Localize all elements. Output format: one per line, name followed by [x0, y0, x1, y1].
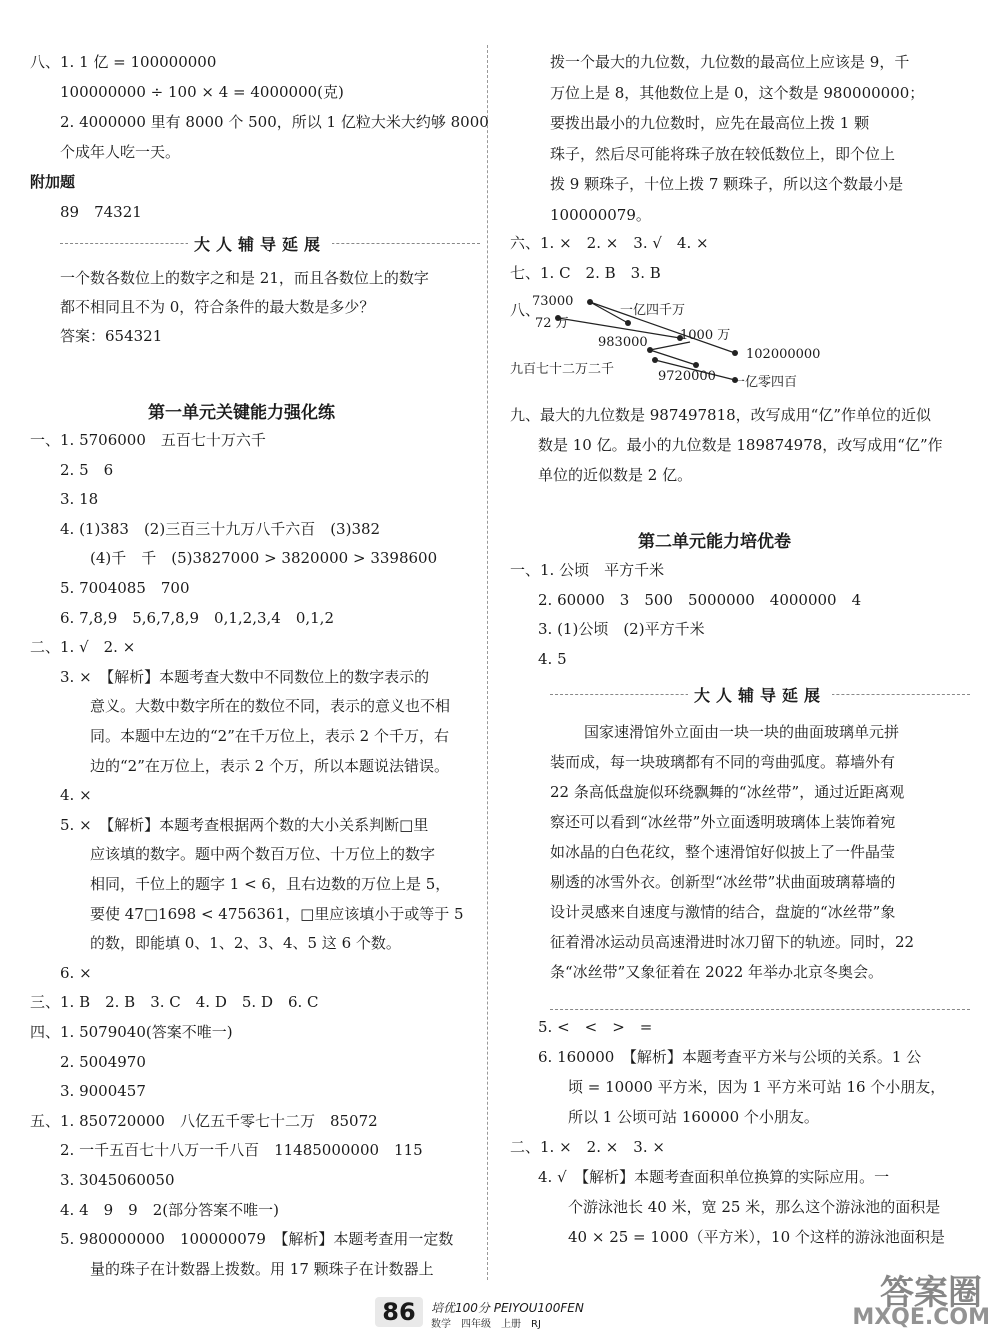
match-73000: 73000: [532, 294, 574, 309]
match-972: 九百七十二万二千: [510, 362, 615, 377]
node-73000-dot: [587, 299, 593, 305]
u1-line-28: 量的珠子在计数器上拨数。用 17 颗珠子在计数器上: [90, 1259, 434, 1278]
u1-line-13: 5. × 【解析】本题考查根据两个数的大小关系判断□里: [60, 815, 429, 834]
node-983000-dot: [647, 347, 653, 353]
u1-line-21: 2. 5004970: [60, 1052, 146, 1071]
match-yiyi-lingsibai: 一亿零四百: [732, 375, 798, 390]
u2b-line-7: 40 × 25 = 1000（平方米），10 个这样的游泳池面积是: [568, 1228, 945, 1246]
u2-line-2: 3. (1)公顷 (2)平方千米: [538, 620, 705, 638]
b2-line-0: 国家速滑馆外立面由一块一块的曲面玻璃单元拼: [584, 723, 900, 741]
page-footer: [375, 1297, 655, 1333]
bonus-heading: 附加题: [30, 173, 76, 191]
u1-line-4: (4)千 千 (5)3827000 > 3820000 > 3398600: [90, 549, 438, 568]
rtop-line-1: 万位上是 8，其他数位上是 0，这个数是 980000000；: [550, 83, 925, 102]
node-972-dot: [652, 357, 658, 363]
u1-line-15: 相同，千位上的题字 1 < 6，且右边数的万位上是 5，: [90, 875, 451, 893]
u1-line-19: 三、1. B 2. B 3. C 4. D 5. D 6. C: [30, 993, 319, 1012]
q9-line-0: 九、最大的九位数是 987497818，改写成用“亿”作单位的近似: [510, 406, 931, 424]
unit1-title: 第一单元关键能力强化练: [148, 403, 335, 423]
u1-line-17: 的数，即能填 0、1、2、3、4、5 这 6 个数。: [90, 934, 401, 953]
banner1-answer: 答案：654321: [60, 327, 163, 345]
u1-line-5: 5. 7004085 700: [60, 579, 190, 597]
u2-line-1: 2. 60000 3 500 5000000 4000000 4: [538, 590, 862, 609]
u2b-line-2: 顷 = 10000 平方米，因为 1 平方米可站 16 个小朋友，: [568, 1078, 946, 1096]
node-102-dot: [732, 350, 738, 356]
u1-line-27: 5. 980000000 100000079 【解析】本题考查用一定数: [60, 1230, 454, 1249]
match-983000: 983000: [598, 335, 648, 350]
b2-line-3: 察还可以看到“冰丝带”外立面透明玻璃体上装饰着宛: [550, 813, 896, 831]
rtop-line-3: 珠子，然后尽可能将珠子放在较低数位上，即个位上: [550, 144, 896, 163]
rtop-line-2: 要拨出最小的九位数时，应先在最高位上拨 1 颗: [550, 114, 870, 132]
banner-parent-guide-1: 大人辅导延展: [60, 232, 480, 256]
q8-label: 八、: [510, 301, 541, 319]
watermark-url: MXQE.COM: [852, 1305, 990, 1330]
u2-line-3: 4. 5: [538, 649, 567, 668]
match-72wan: 72 万: [535, 316, 569, 331]
b2-line-7: 征着滑冰运动员高速滑进时冰刀留下的轨迹。同时，22: [550, 933, 915, 951]
brand-logo-text: 培优100分 PEIYOU100FEN: [431, 1301, 584, 1315]
u1-line-2: 3. 18: [60, 490, 99, 509]
match-102000000: 102000000: [746, 347, 821, 362]
q8-line2: 100000000 ÷ 100 × 4 = 4000000(克): [60, 83, 344, 101]
match-1000wan: 1000 万: [680, 328, 731, 343]
u2b-line-4: 二、1. × 2. × 3. ×: [510, 1138, 665, 1156]
b2-line-6: 设计灵感来自速度与激情的结合，盘旋的“冰丝带”象: [550, 903, 896, 921]
q9-line-2: 单位的近似数是 2 亿。: [538, 466, 693, 484]
q6-answers: 六、1. × 2. × 3. √ 4. ×: [510, 234, 709, 252]
u1-line-0: 一、1. 5706000 五百七十万六千: [30, 431, 266, 449]
u2b-line-1: 6. 160000 【解析】本题考查平方米与公顷的关系。1 公: [538, 1048, 922, 1066]
match-yiyi-siqian: 一亿四千万: [620, 303, 686, 318]
u2b-line-3: 所以 1 公顷可站 160000 个小朋友。: [568, 1108, 819, 1126]
u2-line-0: 一、1. 公顷 平方千米: [510, 561, 665, 579]
u1-line-26: 4. 4 9 9 2(部分答案不唯一): [60, 1200, 279, 1219]
watermark-logo: 答案圈: [880, 1273, 982, 1313]
u1-line-3: 4. (1)383 (2)三百三十九万八千六百 (3)382: [60, 519, 381, 538]
column-divider: [487, 45, 488, 1280]
rtop-line-4: 拨 9 颗珠子，十位上拨 7 颗珠子，所以这个数最小是: [550, 175, 904, 193]
b2-line-4: 如冰晶的白色花纹，整个速滑馆好似披上了一件晶莹: [550, 843, 896, 861]
u2b-line-6: 个游泳池长 40 米，宽 25 米，那么这个游泳池的面积是: [568, 1198, 941, 1216]
u1-line-18: 6. ×: [60, 963, 92, 982]
u1-line-1: 2. 5 6: [60, 460, 114, 479]
banner-parent-guide-2: 大人辅导延展: [550, 683, 970, 707]
u1-line-7: 二、1. √ 2. ×: [30, 638, 136, 657]
b2-line-5: 剔透的冰雪外衣。创新型“冰丝带”状曲面玻璃幕墙的: [550, 873, 896, 891]
rtop-line-0: 拨一个最大的九位数，九位数的最高位上应该是 9，千: [550, 53, 910, 71]
b2-line-1: 装而成，每一块玻璃都有不同的弯曲弧度。幕墙外有: [550, 753, 896, 771]
u1-line-11: 边的“2”在万位上，表示 2 个万，所以本题说法错误。: [90, 756, 449, 775]
u1-line-10: 同。本题中左边的“2”在千万位上，表示 2 个千万，右: [90, 727, 449, 745]
banner1-text1: 一个数各数位上的数字之和是 21，而且各数位上的数字: [60, 269, 429, 287]
b2-line-8: 条“冰丝带”又象征着在 2022 年举办北京冬奥会。: [550, 963, 884, 981]
q8-line3: 2. 4000000 里有 8000 个 500，所以 1 亿粒大米大约够 8000: [60, 113, 489, 131]
u1-line-8: 3. × 【解析】本题考查大数中不同数位上的数字表示的: [60, 667, 430, 686]
u1-line-24: 2. 一千五百七十八万一千八百 11485000000 115: [60, 1141, 423, 1160]
banner1-text2: 都不相同且不为 0，符合条件的最大数是多少？: [60, 298, 375, 316]
rtop-line-5: 100000079。: [550, 205, 651, 224]
q8-line1: 八、1. 1 亿 = 100000000: [30, 53, 217, 71]
u1-line-25: 3. 3045060050: [60, 1171, 175, 1189]
q7-answers: 七、1. C 2. B 3. B: [510, 264, 661, 282]
u1-line-6: 6. 7,8,9 5,6,7,8,9 0,1,2,3,4 0,1,2: [60, 608, 334, 627]
u2b-line-0: 5. < < > =: [538, 1018, 653, 1036]
u1-line-14: 应该填的数字。题中两个数百万位、十万位上的数字: [90, 845, 436, 864]
book-info: 数学 四年级 上册 RJ: [431, 1319, 541, 1330]
bonus-answer: 89 74321: [60, 203, 142, 221]
unit2-title: 第二单元能力培优卷: [638, 532, 791, 552]
u1-line-22: 3. 9000457: [60, 1082, 146, 1101]
b2-line-2: 22 条高低盘旋似环绕飘舞的“冰丝带”，通过近距离观: [550, 783, 905, 801]
u1-line-16: 要使 47□1698 < 4756361，□里应该填小于或等于 5: [90, 904, 464, 923]
u1-line-23: 五、1. 850720000 八亿五千零七十二万 85072: [30, 1111, 378, 1130]
u1-line-12: 4. ×: [60, 786, 92, 805]
u1-line-20: 四、1. 5079040(答案不唯一): [30, 1023, 233, 1041]
q8-line4: 个成年人吃一天。: [60, 143, 181, 161]
u1-line-9: 意义。大数中数字所在的数位不同，表示的意义也不相: [90, 697, 451, 716]
u2b-line-5: 4. √ 【解析】本题考查面积单位换算的实际应用。一: [538, 1168, 890, 1186]
page-number: 86: [375, 1297, 423, 1327]
match-9720000: 9720000: [658, 369, 716, 384]
q9-line-1: 数是 10 亿。最小的九位数是 189874978，改写成用“亿”作: [538, 436, 943, 454]
